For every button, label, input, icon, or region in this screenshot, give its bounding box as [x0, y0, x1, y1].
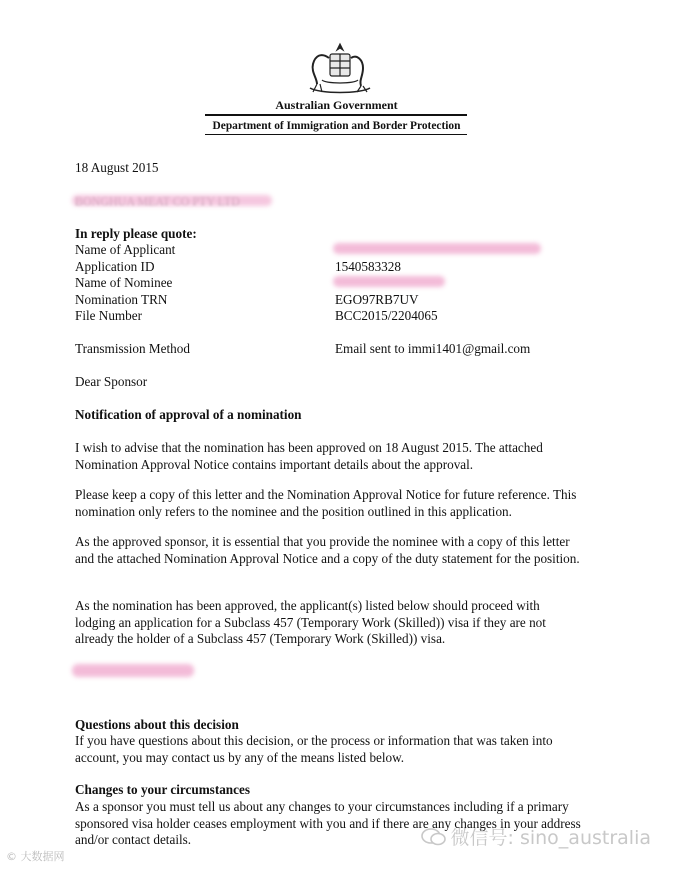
- questions-text: If you have questions about this decision, or the process or information that was taken into account, you may contact us by any of the means listed below.: [75, 733, 553, 765]
- department-name: Department of Immigration and Border Protection: [212, 120, 461, 132]
- wechat-icon: [421, 827, 447, 850]
- wechat-watermark-text: 微信号: sino_australia: [450, 826, 651, 849]
- transmission-label: Transmission Method: [75, 341, 190, 356]
- field-label: Name of Nominee: [75, 275, 173, 290]
- paragraph: Please keep a copy of this letter and the Nomination Approval Notice for future reference. This nomination only refers to the nominee and the position outlined in this application.: [75, 487, 577, 519]
- questions-heading: Questions about this decision: [75, 717, 239, 732]
- redaction-mark: [72, 664, 194, 677]
- government-title: Australian Government: [275, 98, 398, 112]
- paragraph: As the approved sponsor, it is essential that you provide the nominee with a copy of this letter and the attached Nomination Approval Notice and a copy of the duty statement for the position.: [75, 534, 580, 566]
- field-value: BCC2015/2204065: [335, 308, 438, 323]
- redaction-mark: [72, 195, 272, 206]
- header-rule-thin: [205, 134, 467, 135]
- field-value: 1540583328: [335, 259, 401, 274]
- redaction-mark: [333, 276, 445, 287]
- paragraph: I wish to advise that the nomination has been approved on 18 August 2015. The attached Nomination Approval Notice contains important details about the approval.: [75, 440, 543, 472]
- field-label: Name of Applicant: [75, 242, 176, 257]
- changes-text: As a sponsor you must tell us about any changes to your circumstances including if a primary sponsored visa holder ceases employment with you and if there are any changes in your address and/or contact details.: [75, 799, 581, 847]
- transmission-value: Email sent to immi1401@gmail.com: [335, 341, 531, 356]
- wechat-watermark: [421, 827, 651, 850]
- coat-of-arms-icon: [300, 40, 380, 96]
- reply-heading: In reply please quote:: [75, 226, 197, 241]
- subject: Notification of approval of a nomination: [75, 407, 302, 422]
- source-watermark: © 大数据网: [6, 850, 65, 863]
- salutation: Dear Sponsor: [75, 374, 148, 389]
- letter-date: 18 August 2015: [75, 160, 159, 175]
- paragraph: As the nomination has been approved, the applicant(s) listed below should proceed with lodging an application for a Subclass 457 (Temporary Work (Skilled)) visa if they are not already the holder of a Subclass 457 (Temporary Work (Skilled)) visa.: [75, 598, 546, 646]
- field-label: File Number: [75, 308, 143, 323]
- field-label: Nomination TRN: [75, 292, 168, 307]
- redaction-mark: [333, 243, 541, 254]
- changes-heading: Changes to your circumstances: [75, 782, 250, 797]
- header-rule: [205, 114, 467, 116]
- field-label: Application ID: [75, 259, 155, 274]
- field-value: EGO97RB7UV: [335, 292, 419, 307]
